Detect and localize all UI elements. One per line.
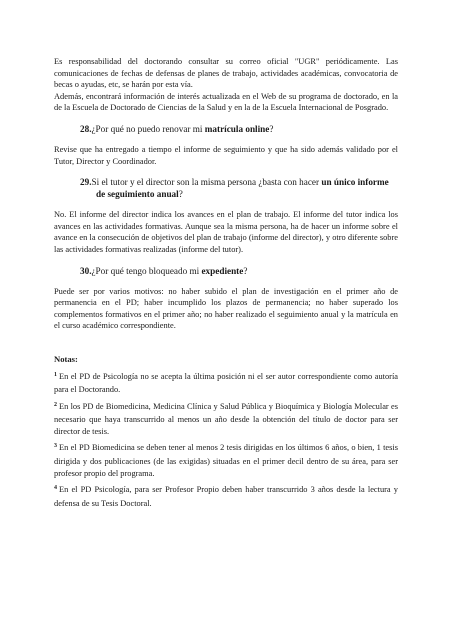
document-page xyxy=(54,56,398,509)
question-text: ¿Por qué tengo bloqueado mi xyxy=(91,265,202,276)
question-emphasis: un único informe de seguimiento anual xyxy=(96,177,389,200)
notes-heading: Notas: xyxy=(54,353,78,364)
note-item xyxy=(54,401,398,438)
question-number: 28. xyxy=(80,123,92,134)
answer-28: Revise que ha entregado a tiempo el informe de seguimiento y que ha sido además validado por el Tutor, Director y Coordinador. xyxy=(54,144,398,166)
question-number: 30. xyxy=(80,265,92,276)
note-text: En el PD de Psicología no se acepta la última posición ni el ser autor correspondiente como autoría para el Doctorando. xyxy=(54,371,398,395)
question-number: 29. xyxy=(80,177,92,188)
question-emphasis: matrícula online xyxy=(204,123,270,134)
note-item xyxy=(54,442,398,479)
question-29 xyxy=(54,176,398,200)
note-marker: 4 xyxy=(54,485,57,492)
question-text: Si el tutor y el director son la misma persona ¿basta con hacer xyxy=(91,177,322,188)
note-marker: 2 xyxy=(54,401,57,408)
answer-29: No. El informe del director indica los avances en el plan de trabajo. El informe del tutor indica los avances en las actividades formativas. Aunque sea la misma persona, ha de hacer un informe sobre el avance en la consecución de objetivos del plan de trabajo (informe del director), y otro diferente sobre las actividades formativas realizadas (informe del tutor). xyxy=(54,210,398,254)
intro-paragraph-web: Además, encontrará información de interés actualizada en el Web de su programa de doctorado, en la de la Escuela de Doctorado de Ciencias de la Salud y en la de la Escuela Internacional de Posgrado. xyxy=(54,91,398,113)
answer-30: Puede ser por varios motivos: no haber subido el plan de investigación en el primer año de permanencia en el PD; haber incumplido los plazos de permanencia; no haber superado los complementos formativos en el primer año; no haber realizado el seguimiento anual y la matrícula en el curso académico correspondiente. xyxy=(54,286,398,331)
question-emphasis: expediente xyxy=(201,265,244,276)
question-end: ? xyxy=(243,265,248,276)
question-end: ? xyxy=(178,189,183,200)
intro-paragraph-email: Es responsabilidad del doctorando consultar su correo oficial "UGR" periódicamente. Las comunicaciones de fechas de defensas de planes de trabajo, actividades académicas, convocatoria de becas o ayudas, etc, se harán por esta vía. xyxy=(54,57,398,90)
question-28 xyxy=(54,123,398,135)
note-marker: 1 xyxy=(54,371,57,378)
note-text: En los PD de Biomedicina, Medicina Clínica y Salud Pública y Bioquímica y Biología Molecular es necesario que haya transcurrido al menos un año desde la obtención del título de doctor para ser director de tesis. xyxy=(54,401,398,436)
note-text: En el PD Psicología, para ser Profesor Propio deben haber transcurrido 3 años desde la lectura y defensa de su Tesis Doctoral. xyxy=(54,485,398,508)
note-text: En el PD Biomedicina se deben tener al menos 2 tesis dirigidas en los últimos 6 años, o bien, 1 tesis dirigida y dos publicaciones (de las exigidas) situadas en el primer decil dentro de su área, para ser profesor propio del programa. xyxy=(54,443,398,478)
question-text: ¿Por qué no puedo renovar mi xyxy=(91,123,205,134)
question-end: ? xyxy=(269,123,274,134)
note-item xyxy=(54,371,398,396)
question-30 xyxy=(54,265,398,277)
note-marker: 3 xyxy=(54,443,57,450)
note-item xyxy=(54,484,398,509)
